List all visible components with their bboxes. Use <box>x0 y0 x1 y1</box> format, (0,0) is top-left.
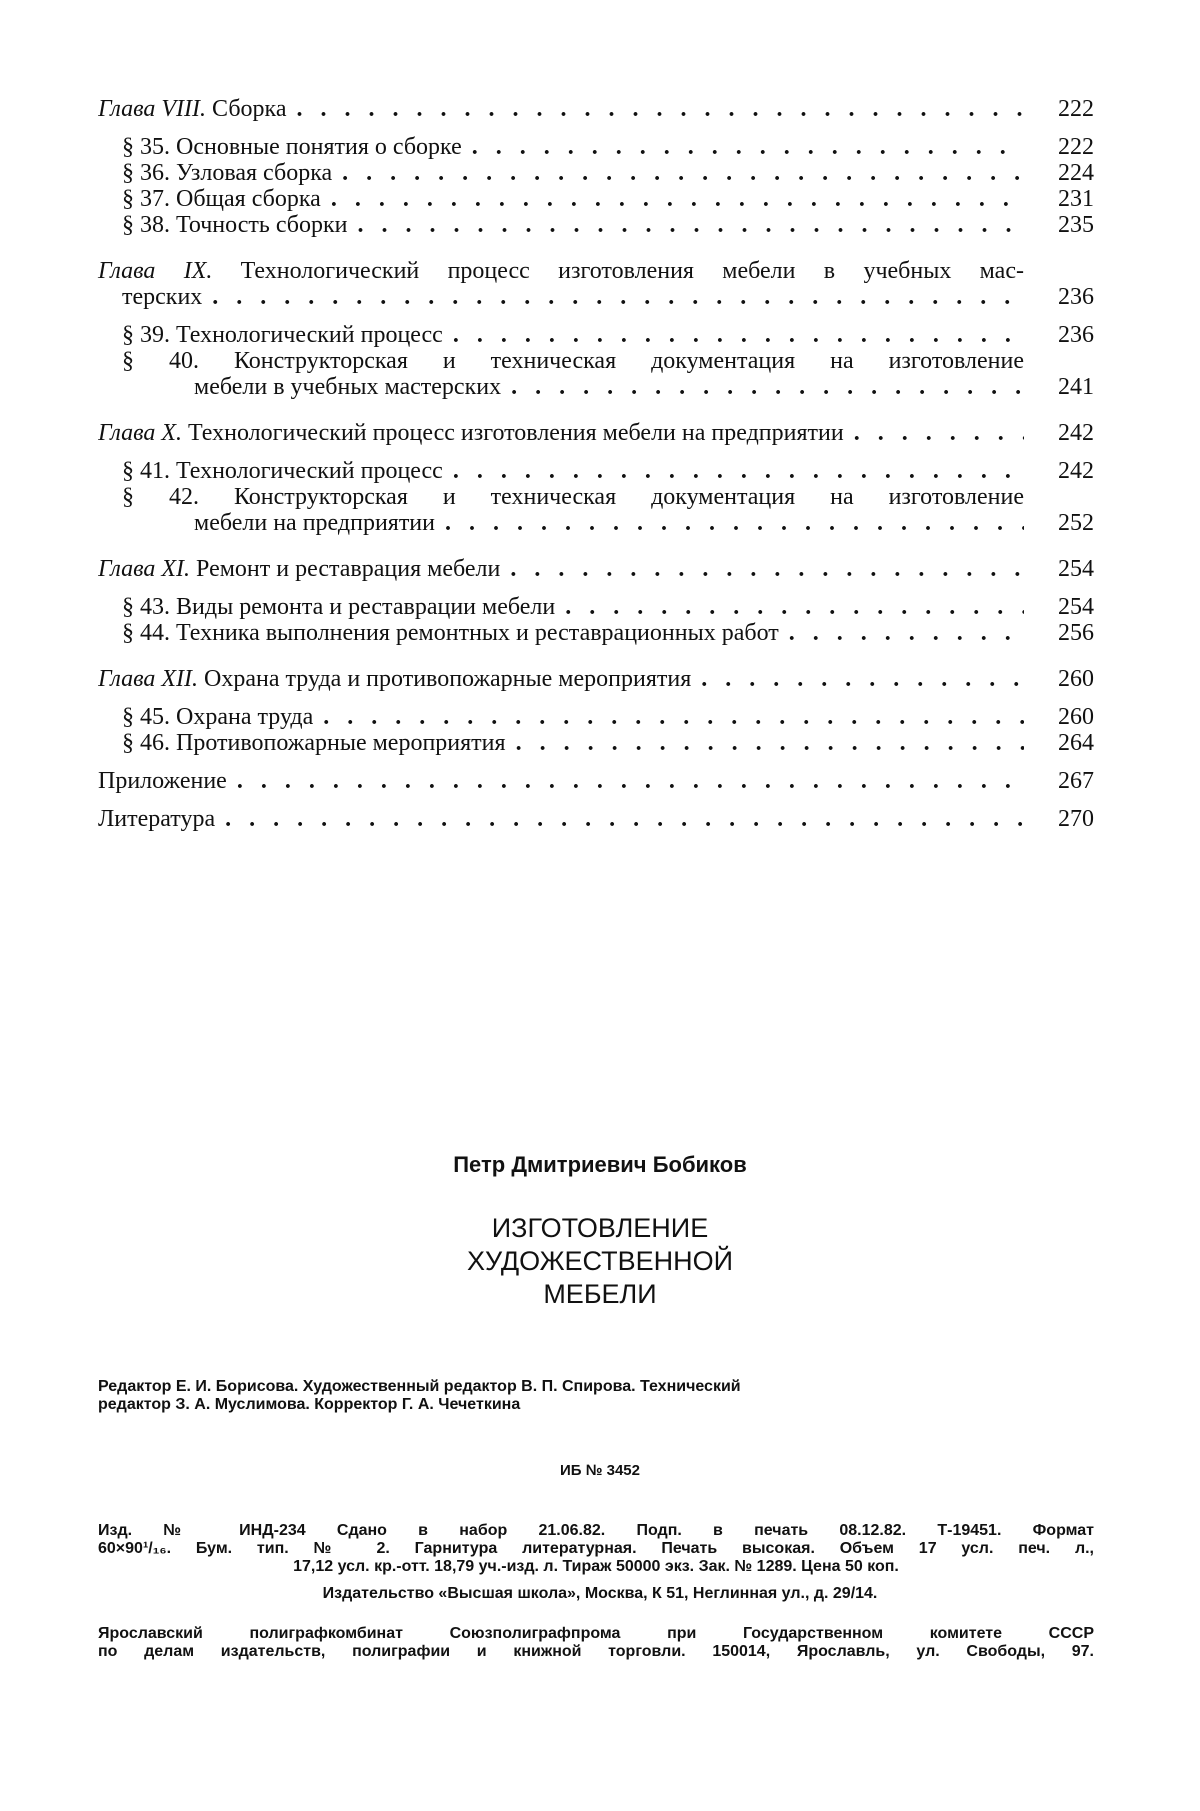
toc-section-39 <box>98 322 1094 348</box>
toc-chapter-11 <box>98 556 1094 582</box>
section-title: § 45. Охрана труда <box>122 704 317 730</box>
toc-section-45 <box>98 704 1094 730</box>
imprint-line3: 17,12 усл. кр.-отт. 18,79 уч.-изд. л. Тираж 50000 экз. Зак. № 1289. Цена 50 коп. <box>293 1558 899 1575</box>
section-title: § 35. Основные понятия о сборке <box>122 134 466 160</box>
printer-line1: Ярославский полиграфкомбинат Союзполиграфпрома при Государственном комитете СССР <box>98 1625 1094 1642</box>
toc-chapter-12 <box>98 666 1094 692</box>
page-number: 270 <box>1024 806 1094 832</box>
book-title <box>0 1212 1200 1311</box>
book-title-line2: ХУДОЖЕСТВЕННОЙ <box>466 1246 734 1276</box>
literature-title: Литература <box>98 806 219 832</box>
page-number: 236 <box>1024 322 1094 348</box>
toc-section-37 <box>98 186 1094 212</box>
imprint-line1: Изд. № ИНД-234 Сдано в набор 21.06.82. Подп. в печать 08.12.82. Т-19451. Формат <box>98 1522 1094 1539</box>
page-number: 256 <box>1024 620 1094 646</box>
section-title: § 43. Виды ремонта и реставрации мебели <box>122 594 559 620</box>
author-name: Петр Дмитриевич Бобиков <box>453 1152 747 1177</box>
page-number: 236 <box>1058 284 1094 310</box>
section-title-line2: мебели на предприятии <box>194 510 439 536</box>
page-number: 222 <box>1024 96 1094 122</box>
toc-section-44 <box>98 620 1094 646</box>
chapter-label: Глава X. <box>98 420 183 446</box>
toc-section-35 <box>98 134 1094 160</box>
page-number: 242 <box>1024 420 1094 446</box>
page-number: 222 <box>1024 134 1094 160</box>
page-number: 235 <box>1024 212 1094 238</box>
section-title: § 44. Техника выполнения ремонтных и реставрационных работ <box>122 620 783 646</box>
toc-literature <box>98 806 1094 832</box>
toc-section-41 <box>98 458 1094 484</box>
toc-section-36 <box>98 160 1094 186</box>
imprint-details <box>98 1522 1094 1576</box>
page-number: 252 <box>1058 510 1094 536</box>
publisher-address: Издательство «Высшая школа», Москва, К 51, Неглинная ул., д. 29/14. <box>322 1585 878 1602</box>
page-number: 260 <box>1024 666 1094 692</box>
section-title-line2: мебели в учебных мастерских <box>194 374 505 400</box>
chapter-label: Глава IX. <box>98 258 213 284</box>
section-title: § 36. Узловая сборка <box>122 160 336 186</box>
toc-section-42 <box>98 484 1094 536</box>
printer-info <box>98 1625 1094 1661</box>
toc-chapter-9 <box>98 258 1094 310</box>
toc-section-38 <box>98 212 1094 238</box>
imprint-line2: 60×90¹/₁₆. Бум. тип. № 2. Гарнитура литературная. Печать высокая. Объем 17 усл. печ. л., <box>98 1540 1094 1557</box>
page-number: 260 <box>1024 704 1094 730</box>
section-title-line1: § 42. Конструкторская и техническая документация на изготовление <box>122 484 1024 510</box>
chapter-label: Глава XII. <box>98 666 199 692</box>
page-number: 241 <box>1058 374 1094 400</box>
page-number: 254 <box>1024 594 1094 620</box>
section-title: § 46. Противопожарные мероприятия <box>122 730 510 756</box>
book-title-line3: МЕБЕЛИ <box>543 1279 657 1309</box>
chapter-label: Глава XI. <box>98 556 191 582</box>
editors-credits <box>98 1378 1094 1414</box>
book-title-line1: ИЗГОТОВЛЕНИЕ <box>491 1213 709 1243</box>
page-number: 224 <box>1024 160 1094 186</box>
table-of-contents <box>98 96 1094 832</box>
appendix-title: Приложение <box>98 768 231 794</box>
chapter-title: Ремонт и реставрация мебели <box>190 556 501 582</box>
ib-number: ИБ № 3452 <box>560 1462 640 1479</box>
section-title: § 39. Технологический процесс <box>122 322 447 348</box>
toc-section-46 <box>98 730 1094 756</box>
chapter-label: Глава VIII. <box>98 96 207 122</box>
page-number: 231 <box>1024 186 1094 212</box>
chapter-title-line2: терских <box>122 284 206 310</box>
toc-chapter-10 <box>98 420 1094 446</box>
toc-appendix <box>98 768 1094 794</box>
section-title: § 38. Точность сборки <box>122 212 352 238</box>
chapter-title-line1: Технологический процесс изготовления мебели в учебных мас- <box>212 258 1024 284</box>
chapter-title: Охрана труда и противопожарные мероприятия <box>198 666 692 692</box>
section-title: § 41. Технологический процесс <box>122 458 447 484</box>
chapter-title: Технологический процесс изготовления мебели на предприятии <box>182 420 844 446</box>
toc-section-40 <box>98 348 1094 400</box>
page-number: 242 <box>1024 458 1094 484</box>
editors-line1: Редактор Е. И. Борисова. Художественный редактор В. П. Спирова. Технический <box>98 1378 741 1395</box>
page-number: 267 <box>1024 768 1094 794</box>
editors-line2: редактор З. А. Муслимова. Корректор Г. А. Чечеткина <box>98 1396 521 1413</box>
section-title-line1: § 40. Конструкторская и техническая документация на изготовление <box>122 348 1024 374</box>
section-title: § 37. Общая сборка <box>122 186 325 212</box>
toc-chapter-8 <box>98 96 1094 122</box>
chapter-title: Сборка <box>206 96 287 122</box>
toc-section-43 <box>98 594 1094 620</box>
printer-line2: по делам издательств, полиграфии и книжной торговли. 150014, Ярославль, ул. Свободы, 97. <box>98 1643 1094 1660</box>
page-number: 254 <box>1024 556 1094 582</box>
page-number: 264 <box>1024 730 1094 756</box>
